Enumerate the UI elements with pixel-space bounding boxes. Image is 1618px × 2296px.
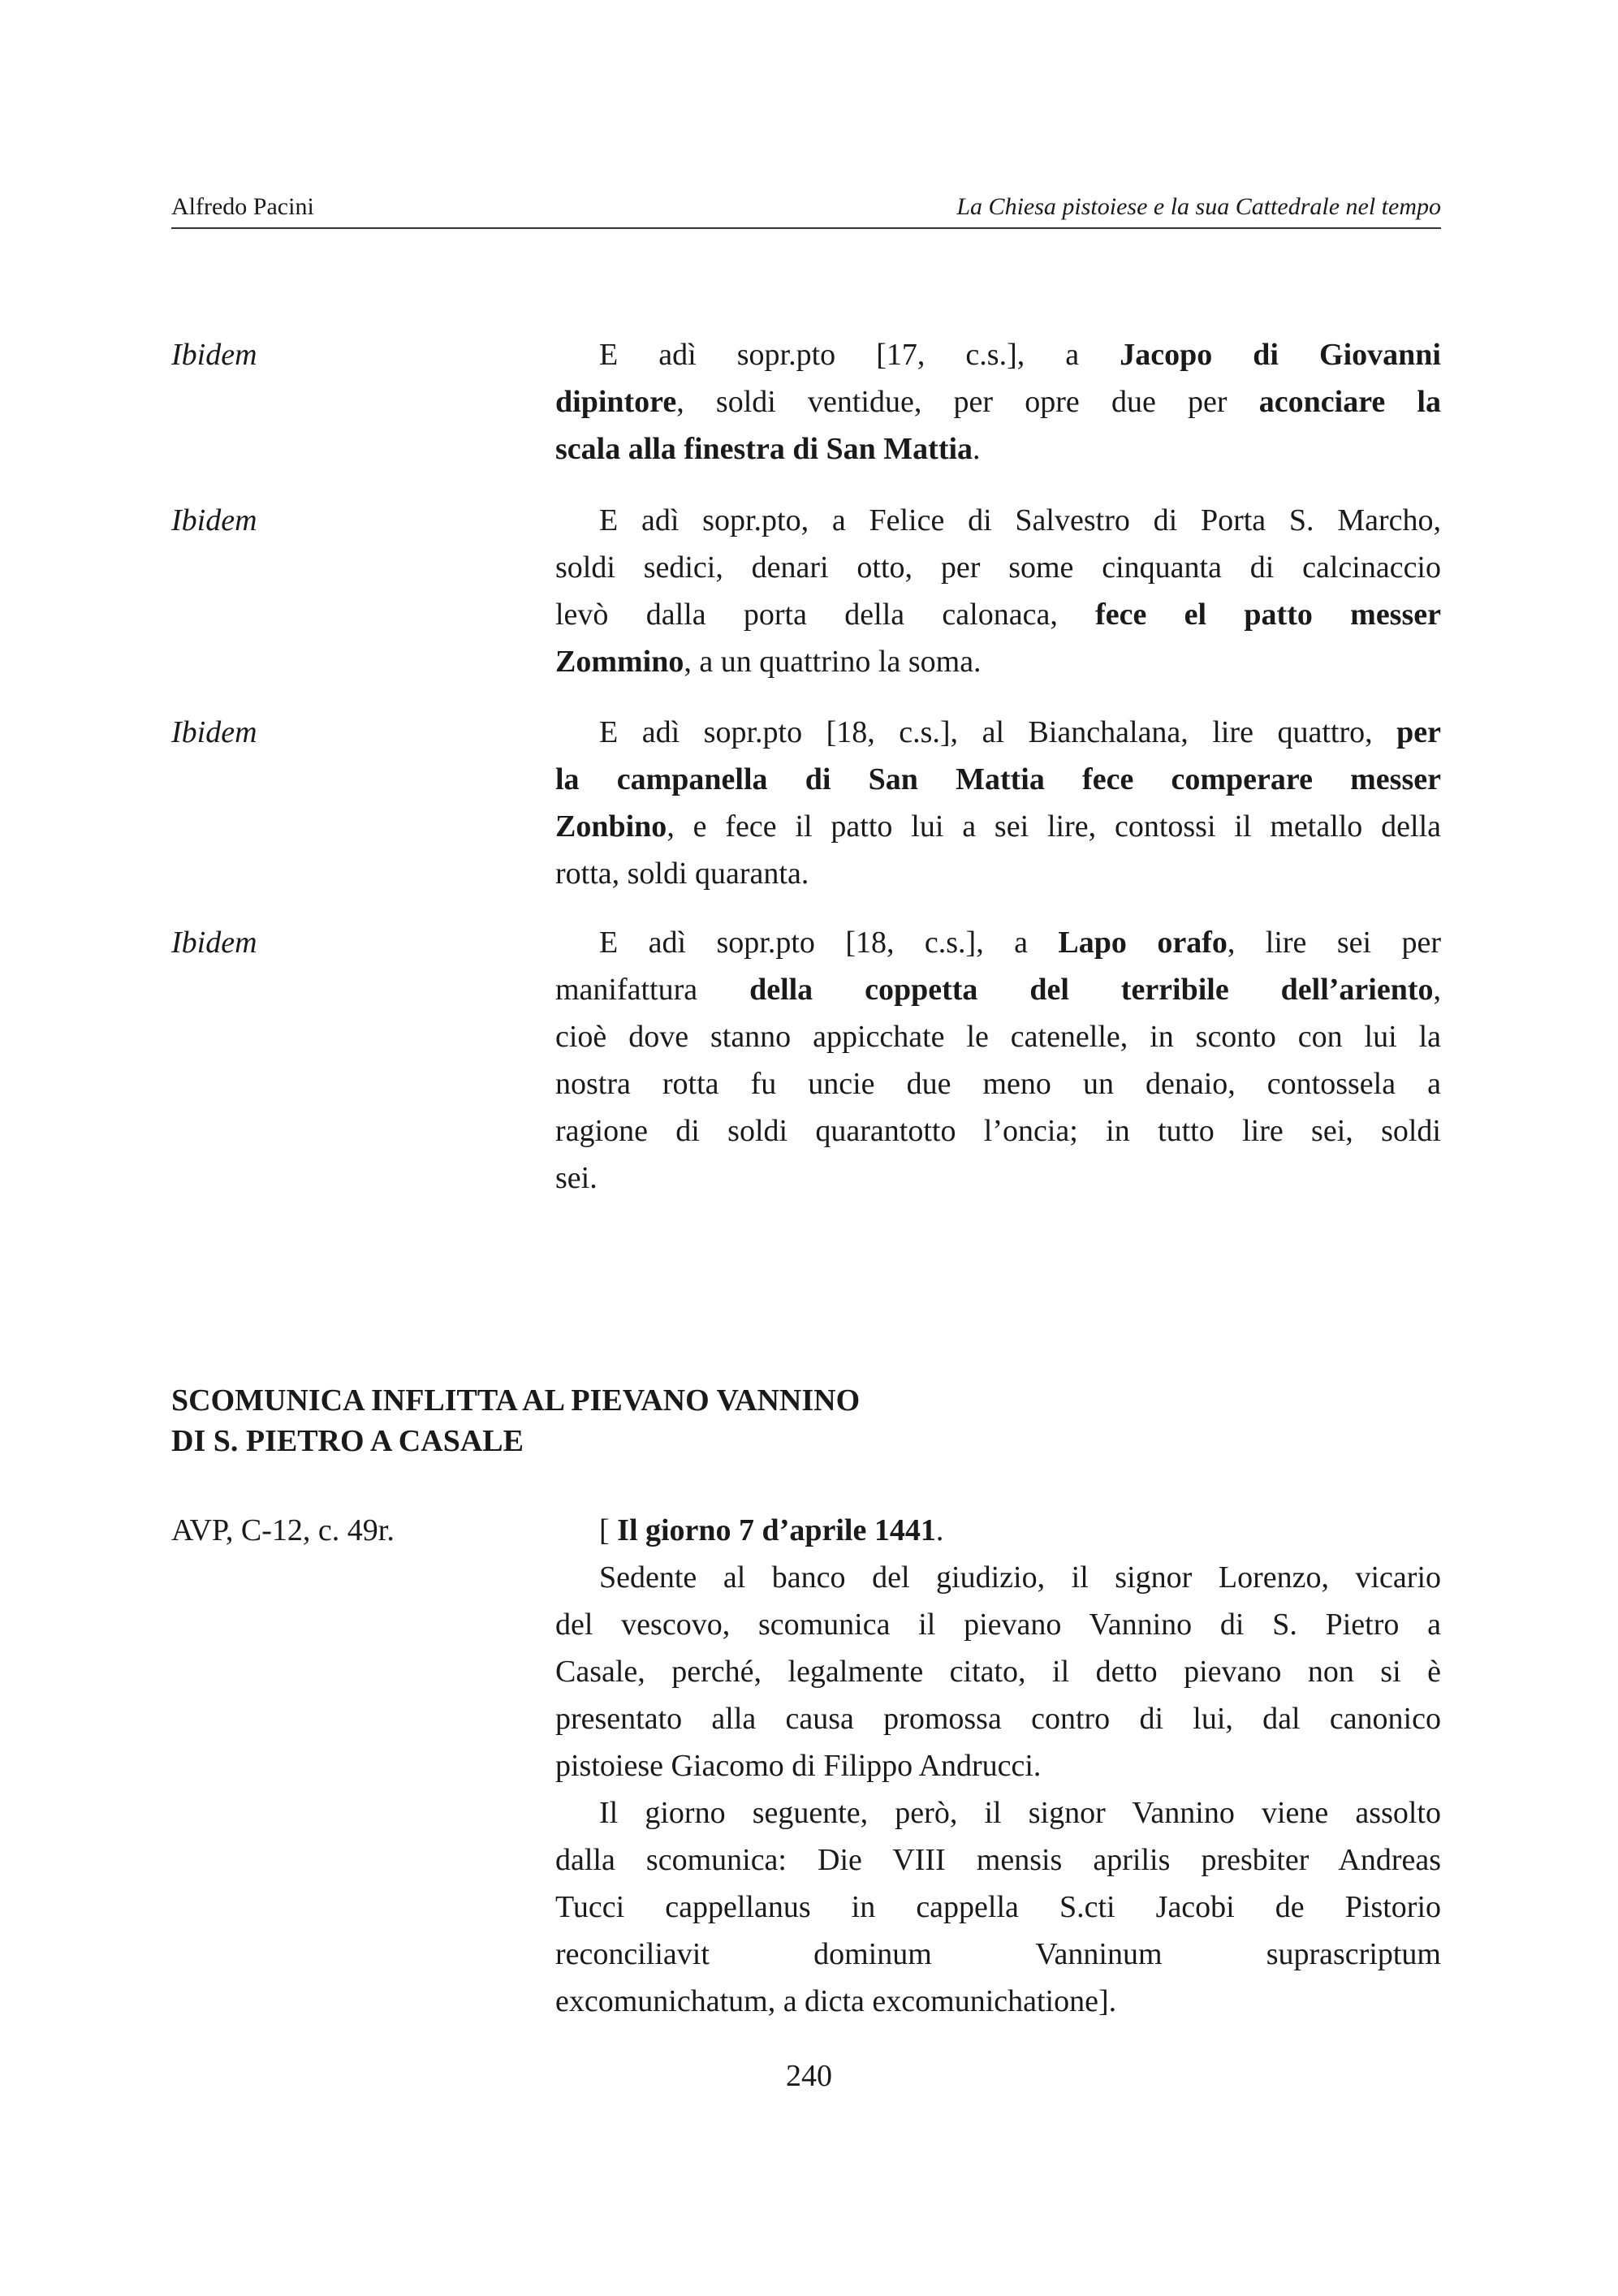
bold-text: scala alla finestra di San Mattia	[555, 432, 973, 466]
text-span: .	[973, 432, 981, 466]
text-line	[555, 497, 1441, 544]
text-line	[555, 709, 1441, 756]
archive-reference: AVP, C-12, c. 49r.	[171, 1513, 395, 1547]
text-span: [	[599, 1513, 618, 1547]
text-span: presentato alla causa promossa contro di lui, dal canonico	[555, 1702, 1441, 1736]
text-span: levò dalla porta della calonaca,	[555, 598, 1096, 632]
entry-reference: Ibidem	[171, 715, 257, 749]
text-span: del vescovo, scomunica il pievano Vannino di S. Pietro a	[555, 1608, 1441, 1642]
text-line	[555, 425, 1441, 473]
entry-reference: Ibidem	[171, 338, 257, 372]
page-number: 240	[786, 2059, 832, 2093]
entry-reference: Ibidem	[171, 926, 257, 960]
text-span: E adì sopr.pto, a Felice di Salvestro di Porta S. Marcho,	[599, 503, 1441, 537]
text-line	[555, 1789, 1441, 1836]
text-line	[555, 1107, 1441, 1154]
text-span: , e fece il patto lui a sei lire, contossi il metallo della	[667, 809, 1441, 844]
text-span: soldi sedici, denari otto, per some cinquanta di calcinaccio	[555, 550, 1441, 585]
bold-text: fece el patto messer	[1095, 598, 1441, 632]
text-span: ,	[1433, 973, 1441, 1007]
section-heading-line: SCOMUNICA INFLITTA AL PIEVANO VANNINO	[171, 1383, 861, 1418]
text-span: pistoiese Giacomo di Filippo Andrucci.	[555, 1749, 1042, 1783]
entry-text	[555, 497, 1441, 685]
text-line	[555, 1695, 1441, 1742]
text-span: reconciliavit dominum Vanninum suprascriptum	[555, 1937, 1441, 1971]
text-span: ragione di soldi quarantotto l’oncia; in tutto lire sei, soldi	[555, 1114, 1441, 1148]
entry-reference: Ibidem	[171, 503, 257, 537]
entry-text	[555, 331, 1441, 473]
text-span: .	[935, 1513, 944, 1547]
section-heading	[171, 1380, 860, 1461]
text-span: manifattura	[555, 973, 750, 1007]
text-line	[555, 1931, 1441, 1978]
text-line	[555, 1060, 1441, 1107]
text-line	[555, 803, 1441, 850]
bold-text: Jacopo di Giovanni	[1120, 338, 1441, 372]
bold-text: Lapo orafo	[1058, 926, 1228, 960]
text-span: excomunichatum, a dicta excomunichatione].	[555, 1984, 1117, 2018]
text-span: rotta, soldi quaranta.	[555, 857, 809, 891]
text-line	[555, 378, 1441, 425]
bold-text: Zonbino	[555, 809, 667, 844]
section-text	[555, 1507, 1441, 2025]
text-span: Casale, perché, legalmente citato, il detto pievano non si è	[555, 1655, 1441, 1689]
text-span: cioè dove stanno appicchate le catenelle, in sconto con lui la	[555, 1020, 1441, 1054]
text-line	[555, 1554, 1441, 1601]
header-title: La Chiesa pistoiese e la sua Cattedrale nel tempo	[956, 193, 1441, 220]
text-span: Sedente al banco del giudizio, il signor Lorenzo, vicario	[599, 1560, 1441, 1595]
text-span: E adì sopr.pto [18, c.s.], a	[599, 926, 1059, 960]
text-line	[555, 919, 1441, 966]
bold-text: della coppetta del terribile dell’ariento	[749, 973, 1434, 1007]
text-span: , soldi ventidue, per opre due per	[676, 385, 1259, 419]
text-line	[555, 1013, 1441, 1060]
text-line	[555, 756, 1441, 803]
text-span: sei.	[555, 1161, 598, 1195]
text-line	[555, 1648, 1441, 1695]
bold-text: dipintore	[555, 385, 677, 419]
text-line	[555, 1836, 1441, 1884]
bold-text: per	[1396, 715, 1441, 749]
text-line	[555, 638, 1441, 685]
text-line	[555, 1507, 1441, 1554]
text-line	[555, 331, 1441, 378]
text-line	[555, 1978, 1441, 2025]
text-span: Tucci cappellanus in cappella S.cti Jacobi de Pistorio	[555, 1890, 1441, 1924]
header-author: Alfredo Pacini	[171, 193, 314, 220]
text-line	[555, 544, 1441, 591]
entry-text	[555, 919, 1441, 1202]
text-line	[555, 591, 1441, 638]
running-header	[171, 188, 1441, 229]
entry-text	[555, 709, 1441, 897]
text-line	[555, 966, 1441, 1013]
text-line	[555, 1884, 1441, 1931]
text-span: nostra rotta fu uncie due meno un denaio, contossela a	[555, 1067, 1441, 1101]
text-line	[555, 1742, 1441, 1789]
text-span: E adì sopr.pto [17, c.s.], a	[599, 338, 1120, 372]
text-line	[555, 1154, 1441, 1202]
bold-text: aconciare la	[1258, 385, 1441, 419]
bold-text: Zommino	[555, 645, 684, 679]
text-span: , lire sei per	[1227, 926, 1442, 960]
text-span: dalla scomunica: Die VIII mensis aprilis presbiter Andreas	[555, 1843, 1441, 1877]
text-line	[555, 1601, 1441, 1648]
text-span: E adì sopr.pto [18, c.s.], al Bianchalana, lire quattro,	[599, 715, 1397, 749]
text-line	[555, 850, 1441, 897]
bold-text: la campanella di San Mattia fece comperare messer	[555, 762, 1441, 796]
text-span: , a un quattrino la soma.	[684, 645, 982, 679]
text-span: Il giorno seguente, però, il signor Vannino viene assolto	[599, 1796, 1441, 1830]
section-heading-line: DI S. PIETRO A CASALE	[171, 1424, 524, 1458]
bold-text: Il giorno 7 d’aprile 1441	[617, 1513, 936, 1547]
